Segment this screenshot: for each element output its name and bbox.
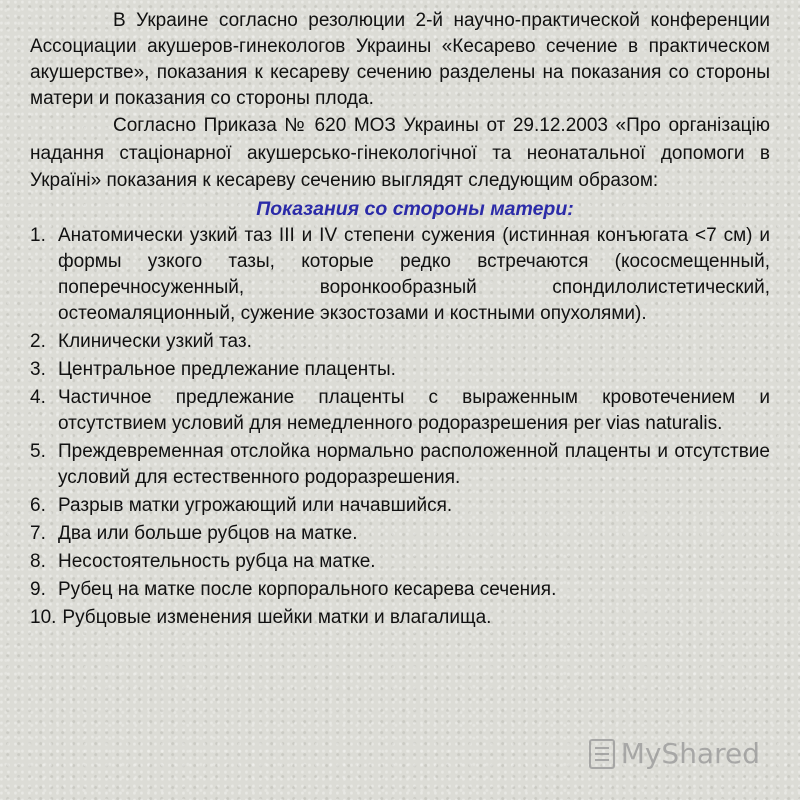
- list-item-number: 10.: [30, 606, 57, 628]
- order-paragraph: Согласно Приказа № 620 МОЗ Украины от 29.12.2003 «Про організацію надання стаціонарної акушерсько-гінекологічної та неонатальної допомоги в Україні» показания к кесареву сечению выглядят следующим образом:: [30, 115, 770, 191]
- list-item-text: Рубец на матке после корпорального кесарева сечения.: [58, 578, 557, 600]
- list-item-text: Анатомически узкий таз III и IV степени сужения (истинная конъюгата <7 см) и формы узкого тазы, которые редко встречаются (кососмещенный, поперечносуженный, воронкообразный спондилолистетический, остеомаляционный, сужение экзостозами и костными опухолями).: [58, 224, 770, 324]
- section-title: Показания со стороны матери:: [256, 197, 574, 220]
- list-item: [30, 329, 770, 355]
- list-item-text: Разрыв матки угрожающий или начавшийся.: [58, 494, 453, 516]
- list-item: [30, 493, 770, 519]
- list-item: [30, 549, 770, 575]
- list-item-number: 7.: [30, 522, 46, 544]
- list-item: [30, 385, 770, 437]
- list-item-number: 1.: [30, 224, 46, 246]
- list-item-number: 9.: [30, 578, 46, 600]
- list-item: [30, 439, 770, 491]
- watermark-text: MyShared: [620, 737, 760, 770]
- list-item: [30, 357, 770, 383]
- list-item-number: 8.: [30, 550, 46, 572]
- list-item-number: 2.: [30, 330, 46, 352]
- list-item-text: Несостоятельность рубца на матке.: [58, 550, 376, 572]
- list-item: [30, 605, 770, 631]
- list-item-number: 4.: [30, 386, 46, 408]
- list-item: [30, 521, 770, 547]
- list-item-text: Преждевременная отслойка нормально расположенной плаценты и отсутствие условий для естественного родоразрешения.: [58, 440, 770, 488]
- list-item-text: Клинически узкий таз.: [58, 330, 252, 352]
- list-item-text: Рубцовые изменения шейки матки и влагалища.: [62, 606, 492, 628]
- list-item-number: 5.: [30, 440, 46, 462]
- list-item-text: Два или больше рубцов на матке.: [58, 522, 358, 544]
- list-item: [30, 577, 770, 603]
- list-item-number: 6.: [30, 494, 46, 516]
- list-item-number: 3.: [30, 358, 46, 380]
- list-item-text: Центральное предлежание плаценты.: [58, 358, 396, 380]
- indications-list: [30, 223, 770, 631]
- intro-paragraph: В Украине согласно резолюции 2-й научно-практической конференции Ассоциации акушеров-гинекологов Украины «Кесарево сечение в практическом акушерстве», показания к кесареву сечению разделены на показания со стороны матери и показания со стороны плода.: [30, 10, 770, 109]
- list-item: [30, 223, 770, 327]
- list-item-text: Частичное предлежание плаценты с выраженным кровотечением и отсутствием условий для немедленного родоразрешения per vias naturalis.: [58, 386, 770, 434]
